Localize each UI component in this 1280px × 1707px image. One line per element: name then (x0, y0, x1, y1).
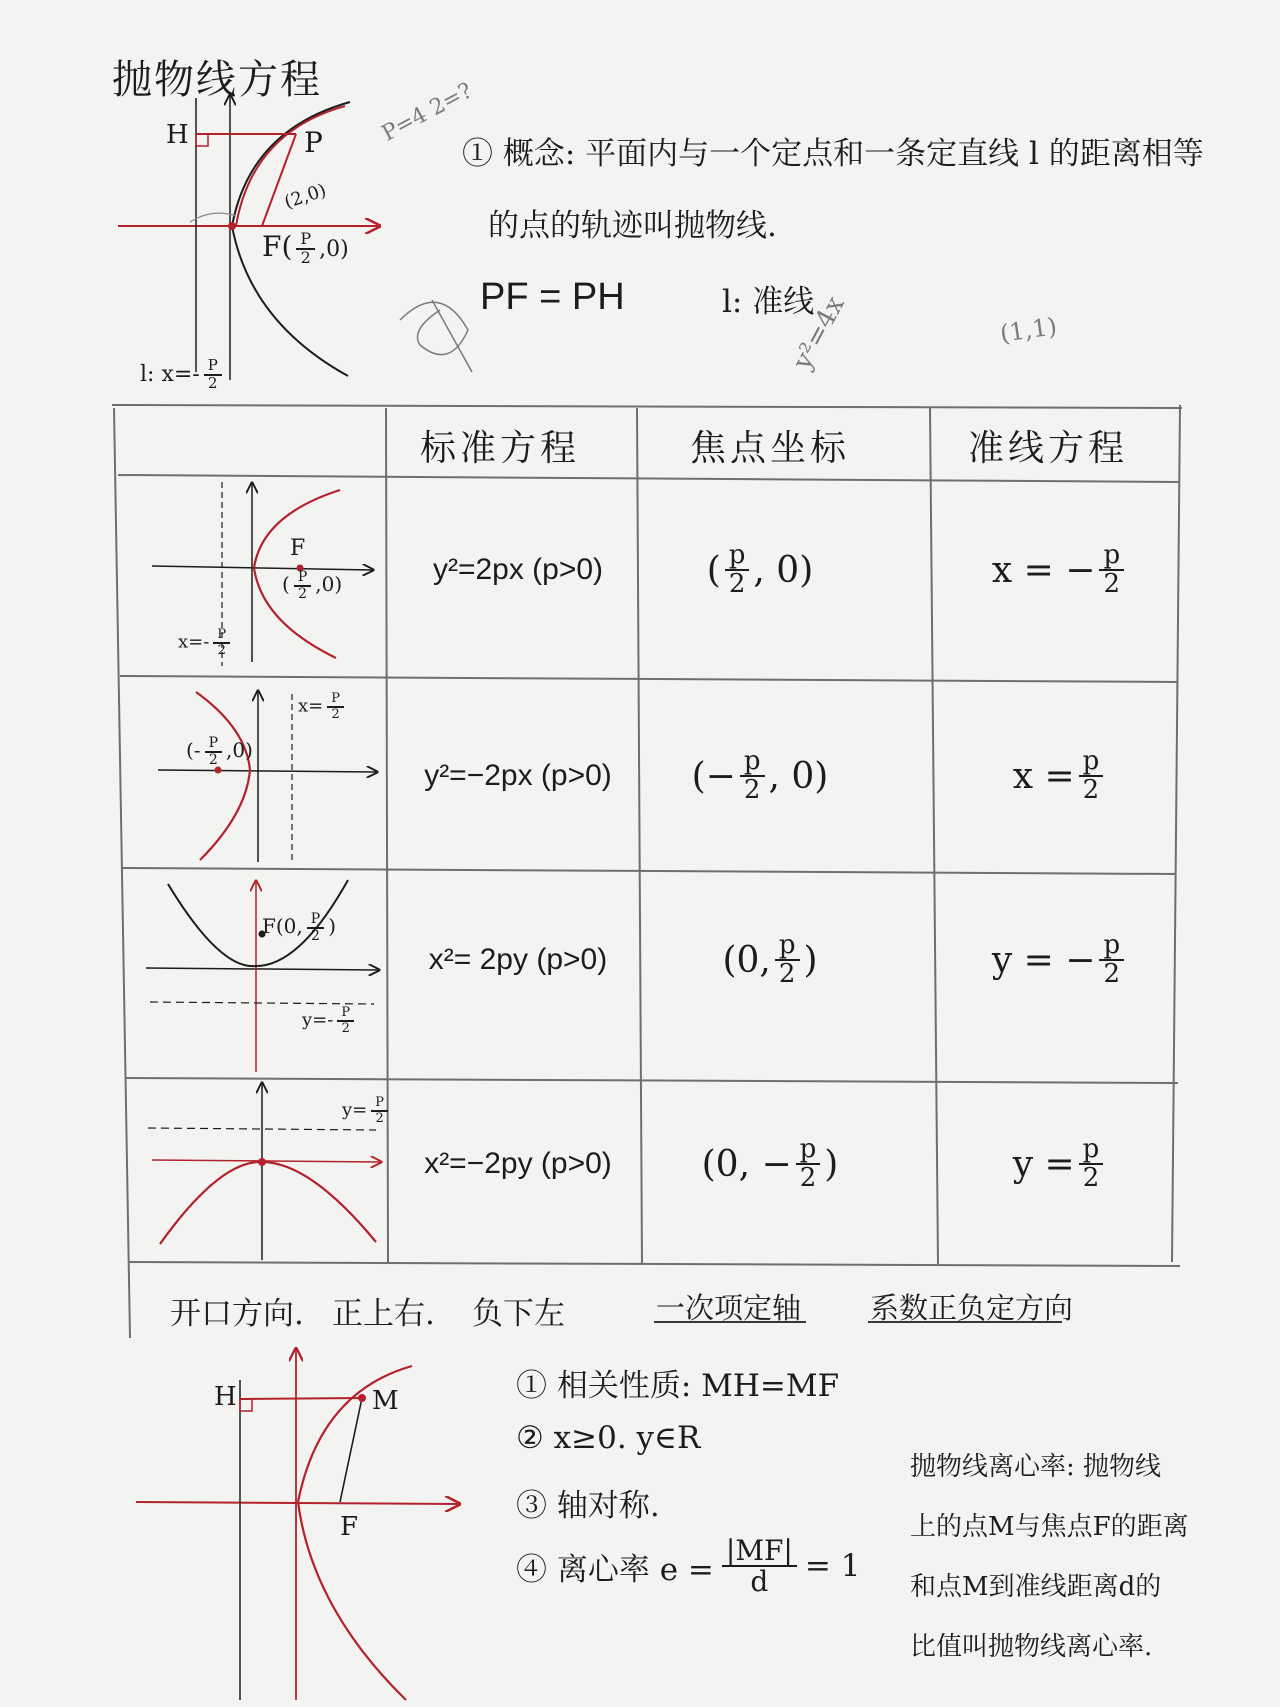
row1-equation: y²=2px (p>0) (432, 553, 604, 586)
row3-fnum: P (307, 912, 324, 929)
row1-directrix (960, 530, 1160, 610)
margin-note: P=4 2=? (377, 78, 477, 147)
row1-fden: 2 (298, 585, 307, 602)
concept-line-1: ① 概念: 平面内与一个定点和一条定直线 l 的距离相等 (462, 136, 1204, 172)
row2-dden: 2 (331, 706, 340, 722)
header-standard-equation: 标准方程 (420, 428, 581, 469)
row1-dnum: P (213, 628, 230, 644)
row1-fnum: P (294, 570, 311, 587)
focus-num: P (296, 231, 315, 250)
ecc-formula-post: = 1 (804, 1548, 861, 1585)
row1-dir-den: 2 (1103, 569, 1121, 599)
row3-focus-num: p (775, 932, 800, 961)
row2-graph-focus (186, 736, 253, 767)
summary-sign-rule: 系数正负定方向 (870, 1291, 1074, 1325)
row1-focus-den: 2 (728, 569, 746, 599)
row2-focus-pre: (− (691, 755, 736, 797)
row2-focus-post: , 0) (768, 755, 829, 797)
row4-focus-pre: (0, − (701, 1143, 792, 1185)
ecc-note-line-2: 上的点M与焦点F的距离 (910, 1512, 1189, 1542)
row3-directrix (960, 920, 1160, 1000)
row1-dir-num: p (1099, 542, 1124, 571)
row4-dden: 2 (375, 1110, 384, 1126)
point-P-label: P (304, 126, 323, 159)
row1-focus-post: , 0) (753, 549, 814, 591)
row4-focus-num: p (796, 1136, 821, 1165)
row4-graph-directrix (342, 1096, 392, 1125)
row3-dir-pre: y = − (991, 939, 1096, 981)
summary-positive: 正上右. (332, 1296, 435, 1332)
row4-dnum: P (371, 1096, 388, 1112)
row3-dir-den: 2 (1103, 959, 1121, 989)
row2-ftail: ,0) (225, 738, 253, 763)
summary-opening: 开口方向. (170, 1296, 304, 1332)
row2-dpre: x= (298, 695, 324, 717)
row1-graph-directrix (178, 628, 234, 657)
row2-directrix (960, 736, 1160, 816)
row4-equation: x²=−2py (p>0) (424, 1147, 612, 1180)
ecc-numerator: |MF| (722, 1536, 797, 1567)
page-title: 抛物线方程 (112, 57, 322, 103)
ecc-formula-pre: ④ 离心率 e = (516, 1551, 714, 1588)
directrix-note: l: 准线 (722, 284, 815, 320)
row3-dnum: P (337, 1006, 354, 1022)
row2-fpre: (- (186, 738, 201, 763)
row3-dir-num: p (1099, 932, 1124, 961)
point-H-label: H (166, 120, 189, 150)
pf-side-note: (2,0) (281, 179, 329, 214)
bottom-H-label: H (214, 1382, 237, 1412)
row2-dir-num: p (1079, 748, 1104, 777)
row1-focus (660, 530, 860, 610)
scribble-y2-4x: y²=4x (787, 291, 851, 375)
property-1: ① 相关性质: MH=MF (516, 1368, 840, 1404)
row2-fnum: P (205, 736, 222, 753)
ecc-note-line-1: 抛物线离心率: 抛物线 (910, 1452, 1162, 1482)
focus-tail: ,0) (319, 237, 349, 262)
row3-dpre: y=- (302, 1009, 334, 1031)
row3-focus (660, 920, 880, 1000)
ecc-note-line-3: 和点M到准线距离d的 (910, 1572, 1162, 1602)
row2-dir-pre: x = (1012, 755, 1075, 797)
row3-graph-focus (262, 912, 336, 943)
ecc-denominator: d (750, 1565, 769, 1599)
row4-focus (660, 1124, 880, 1204)
row4-focus-den: 2 (799, 1163, 817, 1193)
bottom-F-label: F (340, 1512, 359, 1542)
directrix-den: 2 (207, 373, 218, 392)
summary-negative: 负下左 (472, 1296, 565, 1332)
directrix-prefix: l: x=- (140, 361, 200, 387)
row1-ftail: ,0) (315, 572, 343, 597)
row1-graph-focus: ( $\frac{P}{2}$ ,0) (282, 569, 343, 602)
top-vertex-dot (228, 222, 236, 230)
row2-focus-den: 2 (743, 775, 761, 805)
row2-fden: 2 (208, 751, 218, 768)
scribble-point: (1,1) (998, 312, 1059, 348)
ecc-note-line-4: 比值叫抛物线离心率. (910, 1632, 1153, 1662)
row1-focus-pre: ( (706, 549, 721, 591)
row1-graph-F: F (290, 536, 306, 561)
summary-axis-rule: 一次项定轴 (656, 1291, 802, 1325)
definition-equation: PF = PH (480, 276, 625, 318)
directrix-num: P (204, 358, 222, 376)
row3-graph-directrix (302, 1006, 358, 1035)
concept-scribble (400, 300, 472, 372)
row1-focus-num: p (725, 542, 750, 571)
row3-focus-post: ) (803, 939, 818, 981)
focus-F-letter: F (262, 230, 282, 263)
row4-dir-pre: y = (1012, 1143, 1075, 1185)
top-pencil-arc (190, 213, 236, 222)
row3-dden: 2 (341, 1020, 350, 1036)
header-focus-coordinates: 焦点坐标 (690, 428, 851, 469)
focus-F-label: F( $\frac{P}{2}$ ,0) (262, 228, 349, 267)
top-directrix-label (140, 358, 226, 392)
row2-dnum: P (327, 692, 344, 708)
row2-focus-num: p (740, 748, 765, 777)
row2-equation: y²=−2px (p>0) (424, 759, 612, 792)
graph-row-3 (146, 880, 378, 1072)
row4-focus-post: ) (824, 1143, 839, 1185)
row3-fpre: F(0, (262, 914, 303, 939)
row3-focus-den: 2 (778, 959, 796, 989)
row2-dir-den: 2 (1082, 775, 1100, 805)
row3-ftail: ) (328, 914, 336, 939)
row1-dir-pre: x = − (991, 549, 1096, 591)
row4-directrix (960, 1124, 1160, 1204)
row4-dir-num: p (1079, 1136, 1104, 1165)
property-4 (516, 1536, 860, 1597)
row2-graph-directrix (298, 692, 348, 721)
row1-dpre: x=- (178, 631, 210, 653)
row4-dir-den: 2 (1082, 1163, 1100, 1193)
property-3: ③ 轴对称. (516, 1488, 660, 1524)
bottom-M-label: M (372, 1386, 399, 1416)
property-2: ② x≥0. y∈R (516, 1420, 701, 1456)
row3-equation: x²= 2py (p>0) (428, 943, 608, 976)
row4-dpre: y= (342, 1099, 368, 1121)
row2-focus (660, 736, 860, 816)
concept-line-2: 的点的轨迹叫抛物线. (488, 208, 777, 244)
row3-focus-pre: (0, (722, 939, 771, 981)
top-right-angle (196, 134, 208, 146)
bottom-parabola-sketch (136, 1350, 458, 1700)
row1-dden: 2 (217, 642, 226, 658)
focus-den: 2 (300, 247, 311, 267)
header-directrix-equation: 准线方程 (968, 428, 1129, 469)
row3-fden: 2 (311, 927, 320, 944)
